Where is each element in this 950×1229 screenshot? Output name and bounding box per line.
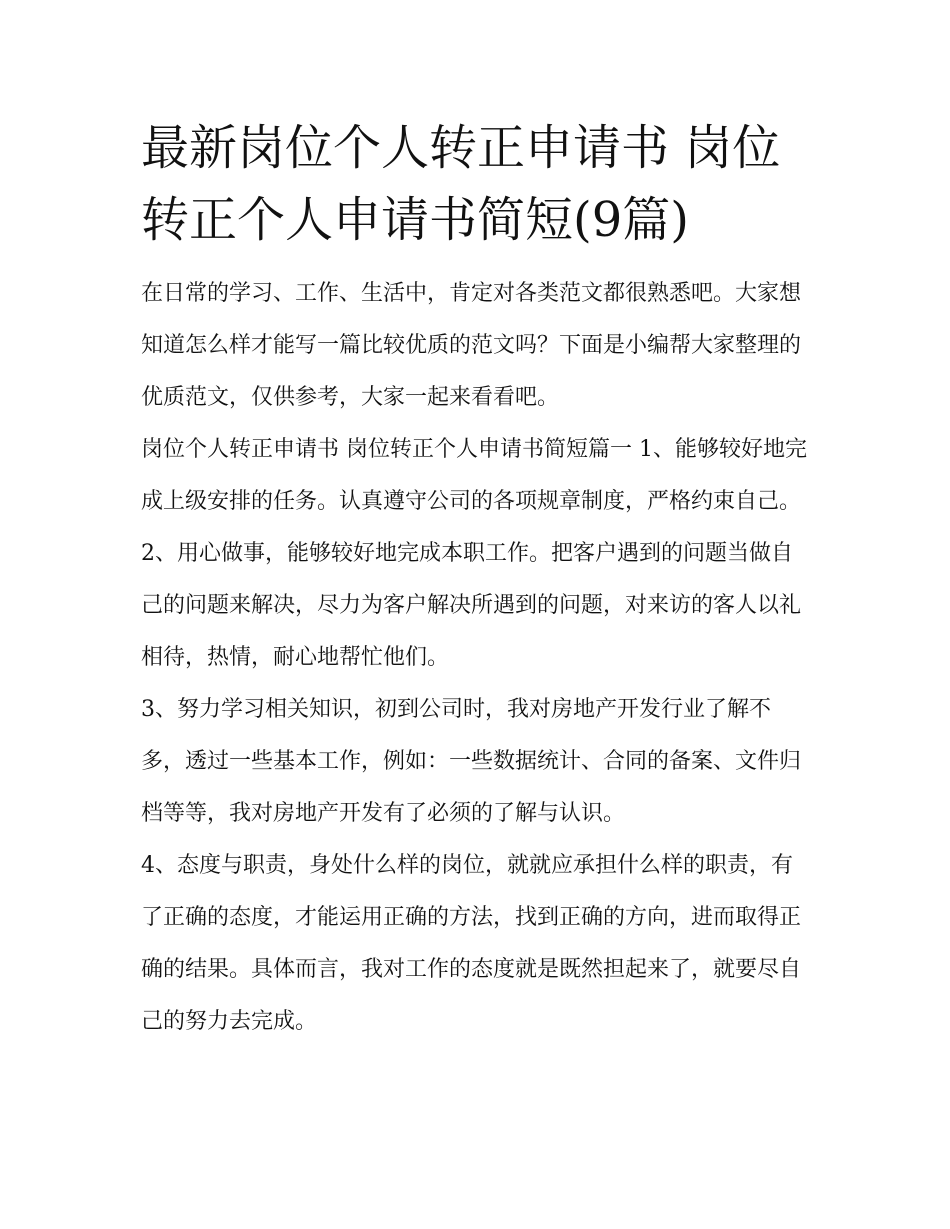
paragraph-section-1: 岗位个人转正申请书 岗位转正个人申请书简短篇一 1、能够较好地完成上级安排的任务。认真遵守公司的各项规章制度，严格约束自己。 [141, 437, 807, 514]
document-content [141, 112, 813, 1048]
paragraph-intro: 在日常的学习、工作、生活中，肯定对各类范文都很熟悉吧。大家想知道怎么样才能写一篇比较优质的范文吗？下面是小编帮大家整理的优质范文，仅供参考，大家一起来看看吧。 [141, 281, 802, 410]
paragraph-item-4: 4、态度与职责，身处什么样的岗位，就就应承担什么样的职责，有了正确的态度，才能运用正确的方法，找到正确的方向，进而取得正确的结果。具体而言，我对工作的态度就是既然担起来了，就要尽自己的努力去完成。 [141, 853, 802, 1034]
document-title: 最新岗位个人转正申请书 岗位转正个人申请书简短(9篇) [141, 120, 781, 248]
paragraph-item-2: 2、用心做事，能够较好地完成本职工作。把客户遇到的问题当做自己的问题来解决，尽力为客户解决所遇到的问题，对来访的客人以礼相待，热情，耐心地帮忙他们。 [141, 541, 802, 670]
paragraph-item-3: 3、努力学习相关知识，初到公司时，我对房地产开发行业了解不多，透过一些基本工作，例如：一些数据统计、合同的备案、文件归档等等，我对房地产开发有了必须的了解与认识。 [141, 697, 802, 826]
document-body [141, 268, 813, 1048]
